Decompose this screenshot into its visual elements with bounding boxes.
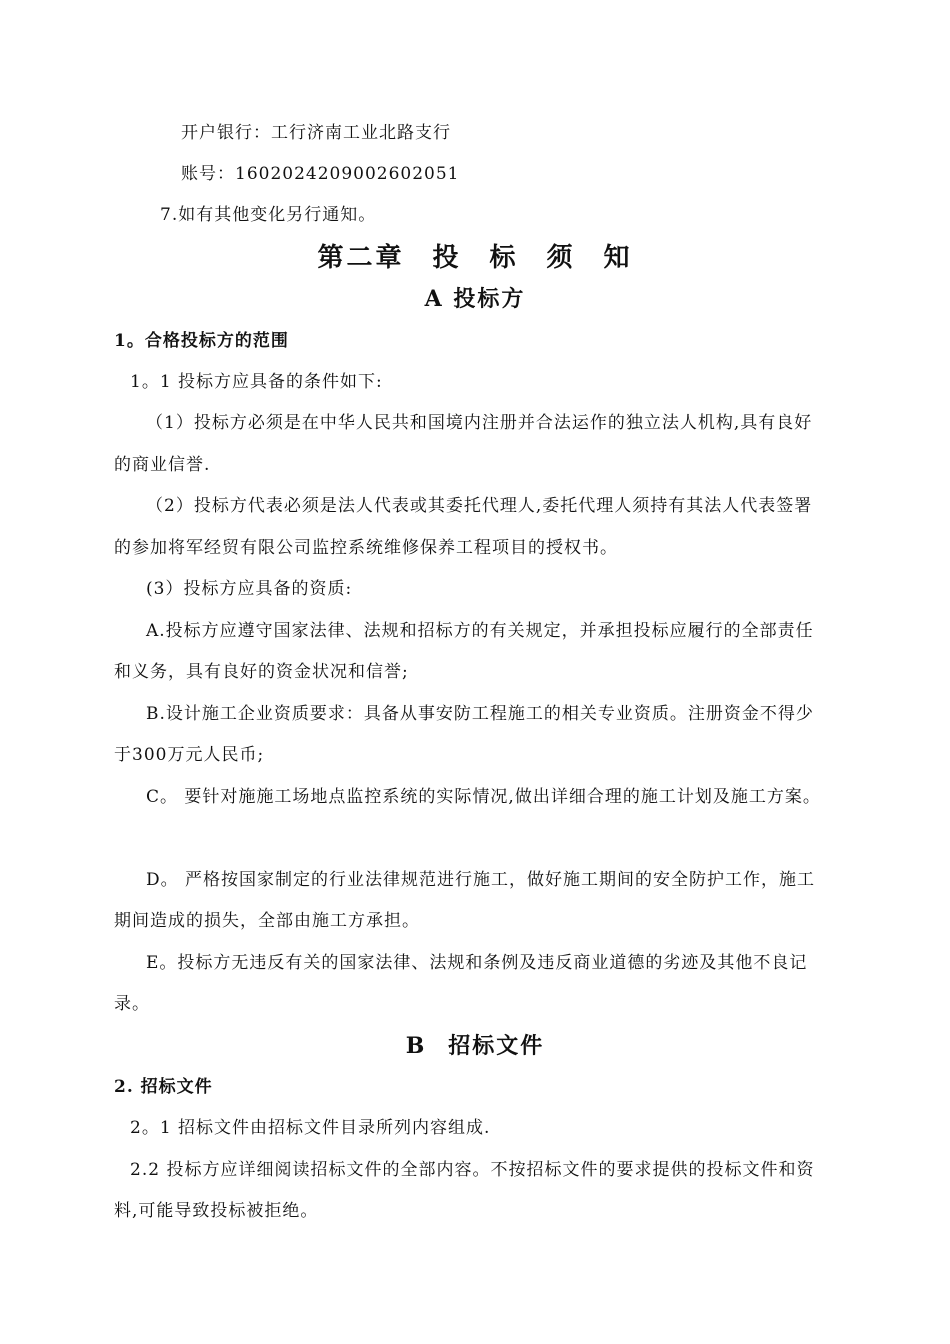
qualification-d-line2: 期间造成的损失，全部由施工方承担。	[114, 911, 420, 931]
qualification-b-line2: 于300万元人民币;	[114, 745, 265, 765]
section-b-title	[0, 1031, 950, 1061]
chapter-title-part4: 须	[546, 243, 576, 273]
condition-1-line2: 的商业信誉.	[114, 455, 211, 475]
item-2-2-line2: 料,可能导致投标被拒绝。	[114, 1201, 319, 1221]
section-b-heading: 2. 招标文件	[114, 1077, 213, 1097]
chapter-title-part5: 知	[603, 243, 633, 273]
condition-2-line2: 的参加将军经贸有限公司监控系统维修保养工程项目的授权书。	[114, 538, 618, 558]
section-b-letter: B	[405, 1033, 427, 1059]
qualification-e-line2: 录。	[114, 994, 150, 1014]
section-a-heading: 1。合格投标方的范围	[114, 331, 289, 351]
qualification-c: C。 要针对施施工场地点监控系统的实际情况,做出详细合理的施工计划及施工方案。	[146, 787, 821, 807]
qualification-d-line1: D。 严格按国家制定的行业法律规范进行施工，做好施工期间的安全防护工作，施工	[146, 870, 816, 890]
qualification-b-line1: B.设计施工企业资质要求：具备从事安防工程施工的相关专业资质。注册资金不得少	[146, 704, 814, 724]
chapter-title-part1: 第二章	[317, 243, 405, 273]
bank-account: 账号：1602024209002602051	[181, 164, 460, 184]
qualification-a-line2: 和义务，具有良好的资金状况和信誉;	[114, 662, 409, 682]
chapter-title	[0, 242, 950, 274]
chapter-title-part3: 标	[489, 243, 519, 273]
item-1-1: 1。1 投标方应具备的条件如下:	[130, 372, 383, 392]
item-2-2-line1: 2.2 投标方应详细阅读招标文件的全部内容。不按招标文件的要求提供的投标文件和资	[130, 1160, 815, 1180]
bank-name: 开户银行：工行济南工业北路支行	[181, 123, 451, 143]
section-b-text: 招标文件	[448, 1033, 545, 1059]
condition-1-line1: （1）投标方必须是在中华人民共和国境内注册并合法运作的独立法人机构,具有良好	[146, 413, 813, 433]
item-2-1: 2。1 招标文件由招标文件目录所列内容组成.	[130, 1118, 491, 1138]
condition-3: (3）投标方应具备的资质:	[146, 579, 353, 599]
qualification-e-line1: E。投标方无违反有关的国家法律、法规和条例及违反商业道德的劣迹及其他不良记	[146, 953, 808, 973]
section-a-title: A 投标方	[424, 286, 526, 312]
condition-2-line1: （2）投标方代表必须是法人代表或其委托代理人,委托代理人须持有其法人代表签署	[146, 496, 813, 516]
chapter-title-part2: 投	[432, 243, 462, 273]
note-7: 7.如有其他变化另行通知。	[160, 205, 377, 225]
qualification-a-line1: A.投标方应遵守国家法律、法规和招标方的有关规定，并承担投标应履行的全部责任	[146, 621, 814, 641]
